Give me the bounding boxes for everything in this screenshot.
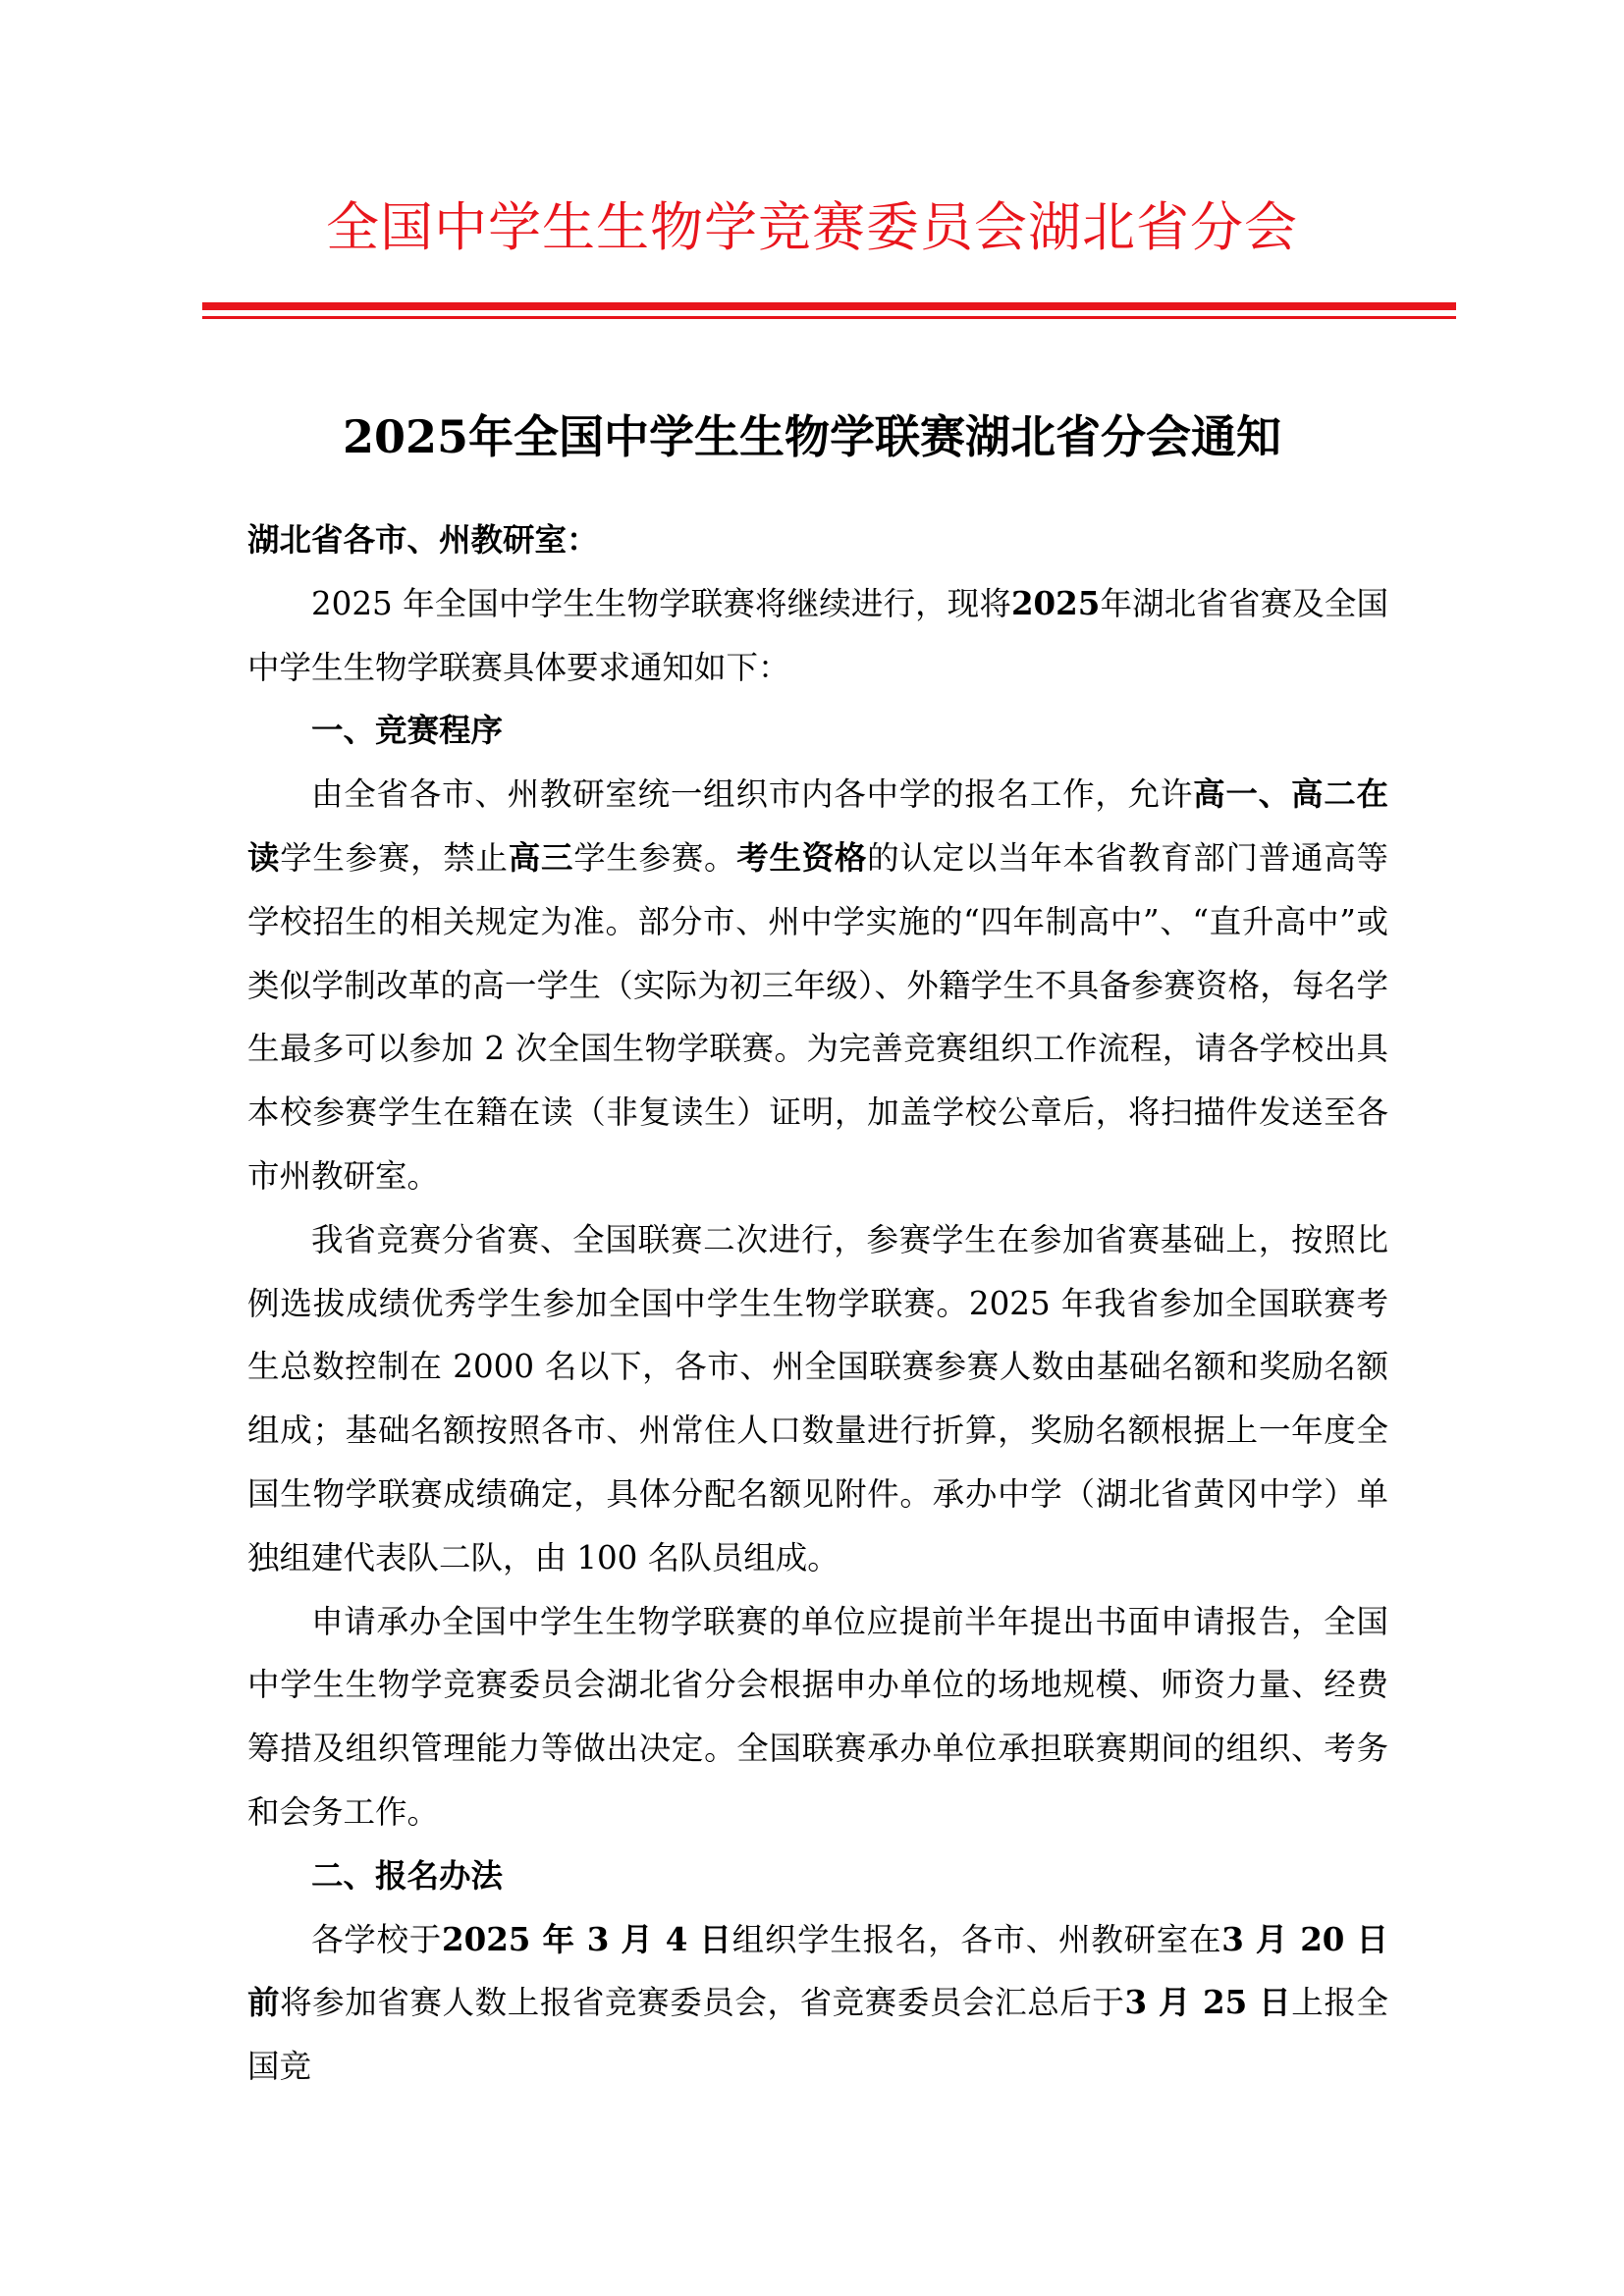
- s1p1-bold-eligibility: 考生资格: [736, 837, 868, 877]
- intro-text-2: 年湖北省省赛及全国中学生生物学联赛具体要求通知如下：: [247, 584, 1388, 686]
- document-title: 2025年全国中学生生物学联赛湖北省分会通知: [342, 410, 1282, 463]
- s2p1-text-4: 上报全国竞: [247, 1984, 1388, 2086]
- salutation: 湖北省各市、州教研室：: [247, 520, 599, 559]
- header-rule-thin: [202, 316, 1456, 319]
- document-body: [247, 508, 1388, 2099]
- s1p1-bold-senior3: 高三: [508, 837, 574, 877]
- organization-header: 全国中学生生物学竞赛委员会湖北省分会: [326, 196, 1298, 258]
- s1p1-text-3: 学生参赛。: [573, 838, 737, 877]
- section1-paragraph-2: 我省竞赛分省赛、全国联赛二次进行，参赛学生在参加省赛基础上，按照比例选拔成绩优秀学生参加全国中学生生物学联赛。2025 年我省参加全国联赛考生总数控制在 2000 名以下，各市、州全国联赛参赛人数由基础名额和奖励名额组成；基础名额按照各市、州常住人口数量进行折算，奖励名额根据上一年度全国生物学联赛成绩确定，具体分配名额见附件。承办中学（湖北省黄冈中学）单独组建代表队二队，由 100 名队员组成。: [247, 1220, 1388, 1576]
- s1p1-text-2: 学生参赛，禁止: [280, 838, 509, 877]
- s2p1-bold-date-2: 3 月 20 日前: [247, 1919, 1388, 2022]
- s2p1-text-1: 各学校于: [311, 1920, 442, 1958]
- section1-paragraph-1: [247, 763, 1388, 1208]
- intro-paragraph: [247, 572, 1388, 700]
- s2p1-text-2: 组织学生报名，各市、州教研室在: [731, 1920, 1222, 1958]
- s1p1-text-4: 的认定以当年本省教育部门普通高等学校招生的相关规定为准。部分市、州中学实施的“四年制高中”、“直升高中”或类似学制改革的高一学生（实际为初三年级）、外籍学生不具备参赛资格，每名学生最多可以参加 2 次全国生物学联赛。为完善竞赛组织工作流程，请各学校出具本校参赛学生在籍在读（非复读生）证明，加盖学校公章后，将扫描件发送至各市州教研室。: [247, 838, 1388, 1195]
- s2p1-bold-date-3: 3 月 25 日: [1124, 1983, 1292, 2022]
- section-heading-competition-procedure: 一、竞赛程序: [311, 711, 504, 750]
- s1p1-bold-grades: 高一、高二在读: [247, 774, 1388, 877]
- section-heading-registration: 二、报名办法: [311, 1855, 504, 1895]
- section1-paragraph-3: 申请承办全国中学生生物学联赛的单位应提前半年提出书面申请报告，全国中学生生物学竞赛委员会湖北省分会根据申办单位的场地规模、师资力量、经费筹措及组织管理能力等做出决定。全国联赛承办单位承担联赛期间的组织、考务和会务工作。: [247, 1602, 1388, 1831]
- s1p1-text-1: 由全省各市、州教研室统一组织市内各中学的报名工作，允许: [311, 775, 1194, 814]
- header-rule-thick: [202, 302, 1456, 310]
- s2p1-bold-date-1: 2025 年 3 月 4 日: [441, 1919, 732, 1958]
- section2-paragraph-1: [247, 1908, 1388, 2099]
- intro-year-bold: 2025: [1010, 583, 1101, 622]
- intro-text-1: 2025 年全国中学生生物学联赛将继续进行，现将: [311, 584, 1011, 622]
- s2p1-text-3: 将参加省赛人数上报省竞赛委员会，省竞赛委员会汇总后于: [280, 1984, 1125, 2022]
